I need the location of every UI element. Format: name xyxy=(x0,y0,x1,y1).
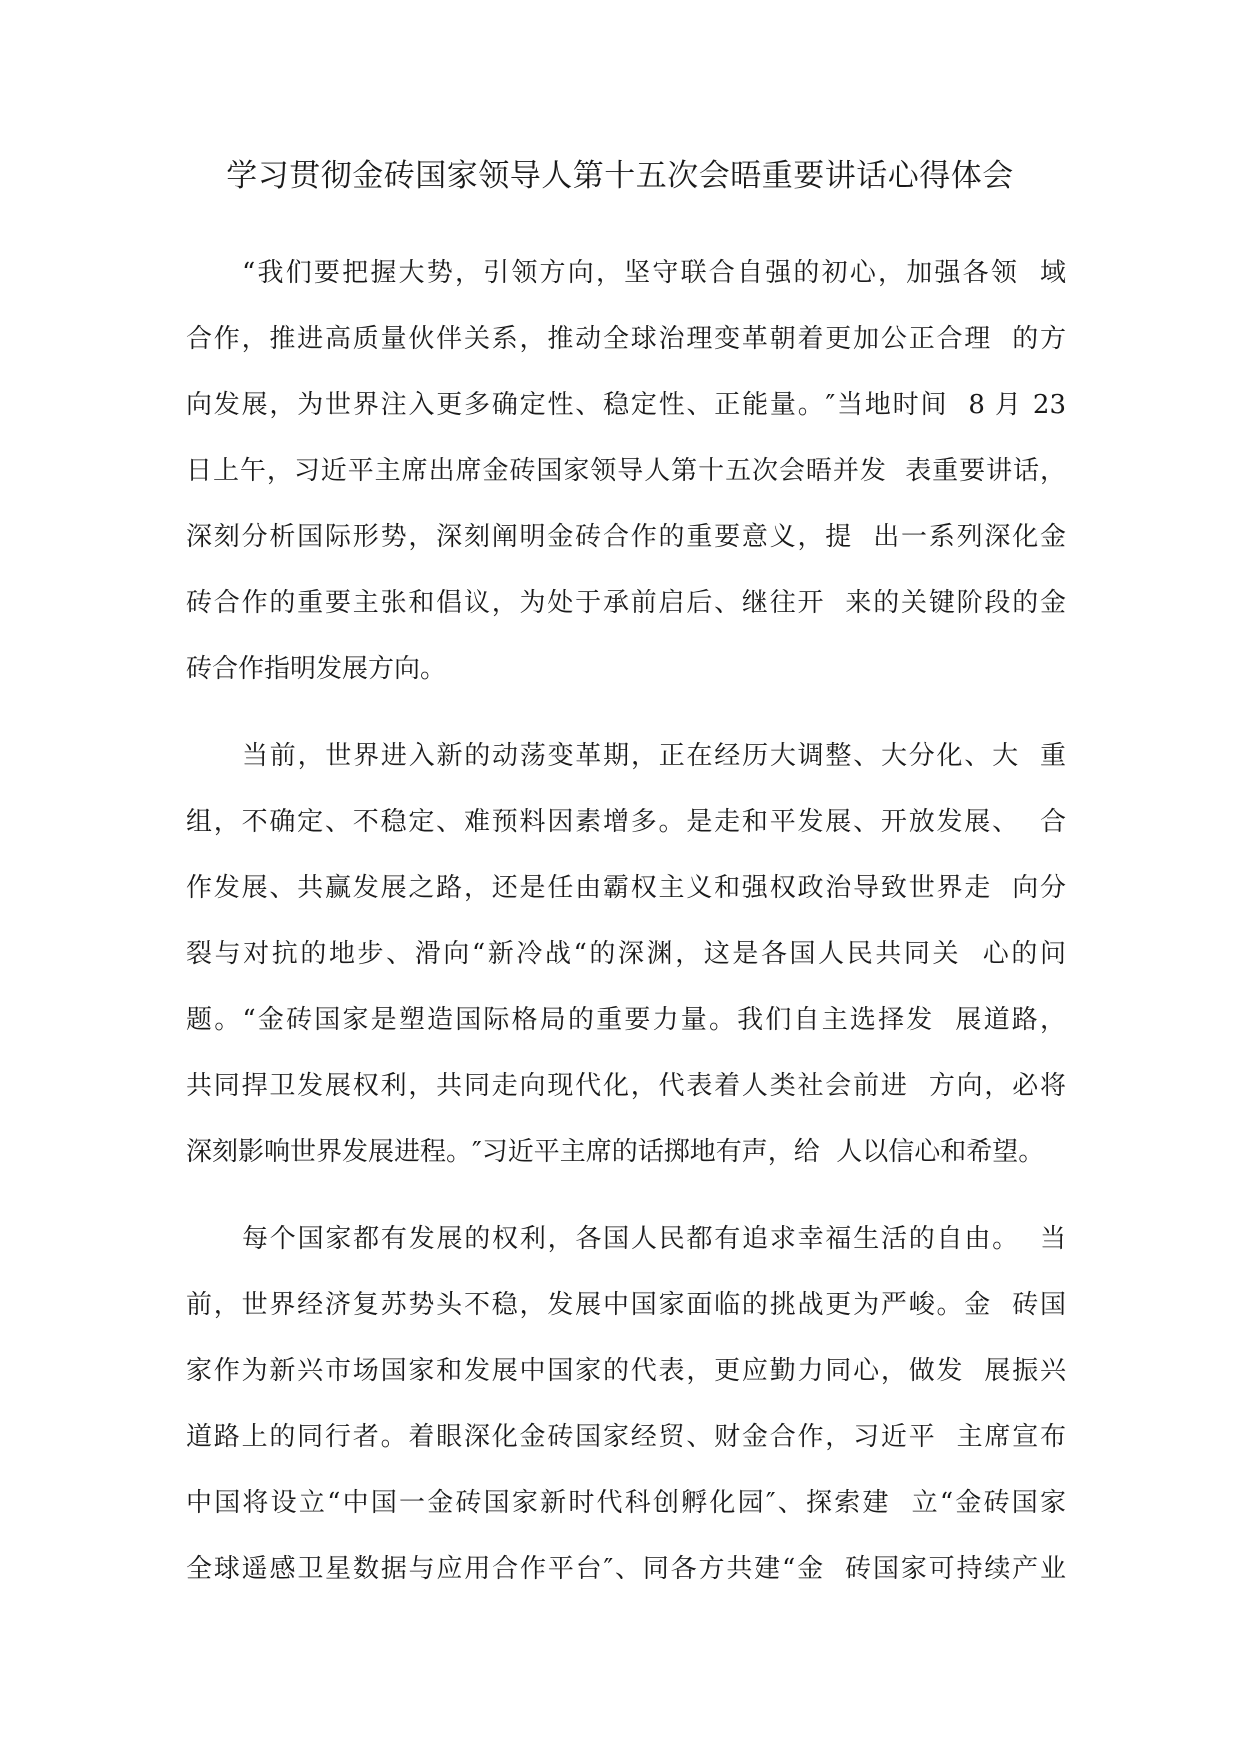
paragraph-2 xyxy=(186,723,1066,1185)
paragraph-line: 当前，世界进入新的动荡变革期，正在经历大调整、大分化、大 重 xyxy=(242,741,1066,771)
paragraph-line: 裂与对抗的地步、滑向“新冷战“的深渊，这是各国人民共同关 心的问 xyxy=(186,939,1066,969)
paragraph-line: 组，不确定、不稳定、难预料因素增多。是走和平发展、开放发展、 合 xyxy=(186,807,1066,837)
paragraph-line: 中国将设立“中国一金砖国家新时代科创孵化园″、探索建 立“金砖国家 xyxy=(186,1488,1066,1518)
document-title: 学习贯彻金砖国家领导人第十五次会晤重要讲话心得体会 xyxy=(226,158,1014,194)
paragraph-line: 深刻分析国际形势，深刻阐明金砖合作的重要意义，提 出一系列深化金 xyxy=(186,522,1066,552)
paragraph-line: 题。“金砖国家是塑造国际格局的重要力量。我们自主选择发 展道路， xyxy=(186,1005,1066,1035)
paragraph-line: “我们要把握大势，引领方向，坚守联合自强的初心，加强各领 域 xyxy=(242,258,1066,288)
paragraph-line: 日上午，习近平主席出席金砖国家领导人第十五次会晤并发 表重要讲话， xyxy=(186,456,1066,486)
paragraph-line: 砖合作的重要主张和倡议，为处于承前启后、继往开 来的关键阶段的金 xyxy=(186,588,1066,618)
paragraph-3 xyxy=(186,1206,1066,1602)
paragraph-line: 向发展，为世界注入更多确定性、稳定性、正能量。″当地时间 8 月 23 xyxy=(186,390,1066,420)
paragraph-1 xyxy=(186,240,1066,702)
paragraph-line: 作发展、共赢发展之路，还是任由霸权主义和强权政治导致世界走 向分 xyxy=(186,873,1066,903)
paragraph-line: 砖合作指明发展方向。 xyxy=(186,654,447,684)
paragraph-line: 共同捍卫发展权利，共同走向现代化，代表着人类社会前进 方向，必将 xyxy=(186,1071,1066,1101)
paragraph-line: 家作为新兴市场国家和发展中国家的代表，更应勤力同心，做发 展振兴 xyxy=(186,1356,1066,1386)
paragraph-line: 合作，推进高质量伙伴关系，推动全球治理变革朝着更加公正合理 的方 xyxy=(186,324,1066,354)
paragraph-line: 每个国家都有发展的权利，各国人民都有追求幸福生活的自由。 当 xyxy=(242,1224,1066,1254)
paragraph-line: 全球遥感卫星数据与应用合作平台″、同各方共建“金 砖国家可持续产业 xyxy=(186,1554,1066,1584)
paragraph-line: 道路上的同行者。着眼深化金砖国家经贸、财金合作，习近平 主席宣布 xyxy=(186,1422,1066,1452)
paragraph-line: 深刻影响世界发展进程。″习近平主席的话掷地有声，给 人以信心和希望。 xyxy=(186,1137,1045,1167)
paragraph-line: 前，世界经济复苏势头不稳，发展中国家面临的挑战更为严峻。金 砖国 xyxy=(186,1290,1066,1320)
